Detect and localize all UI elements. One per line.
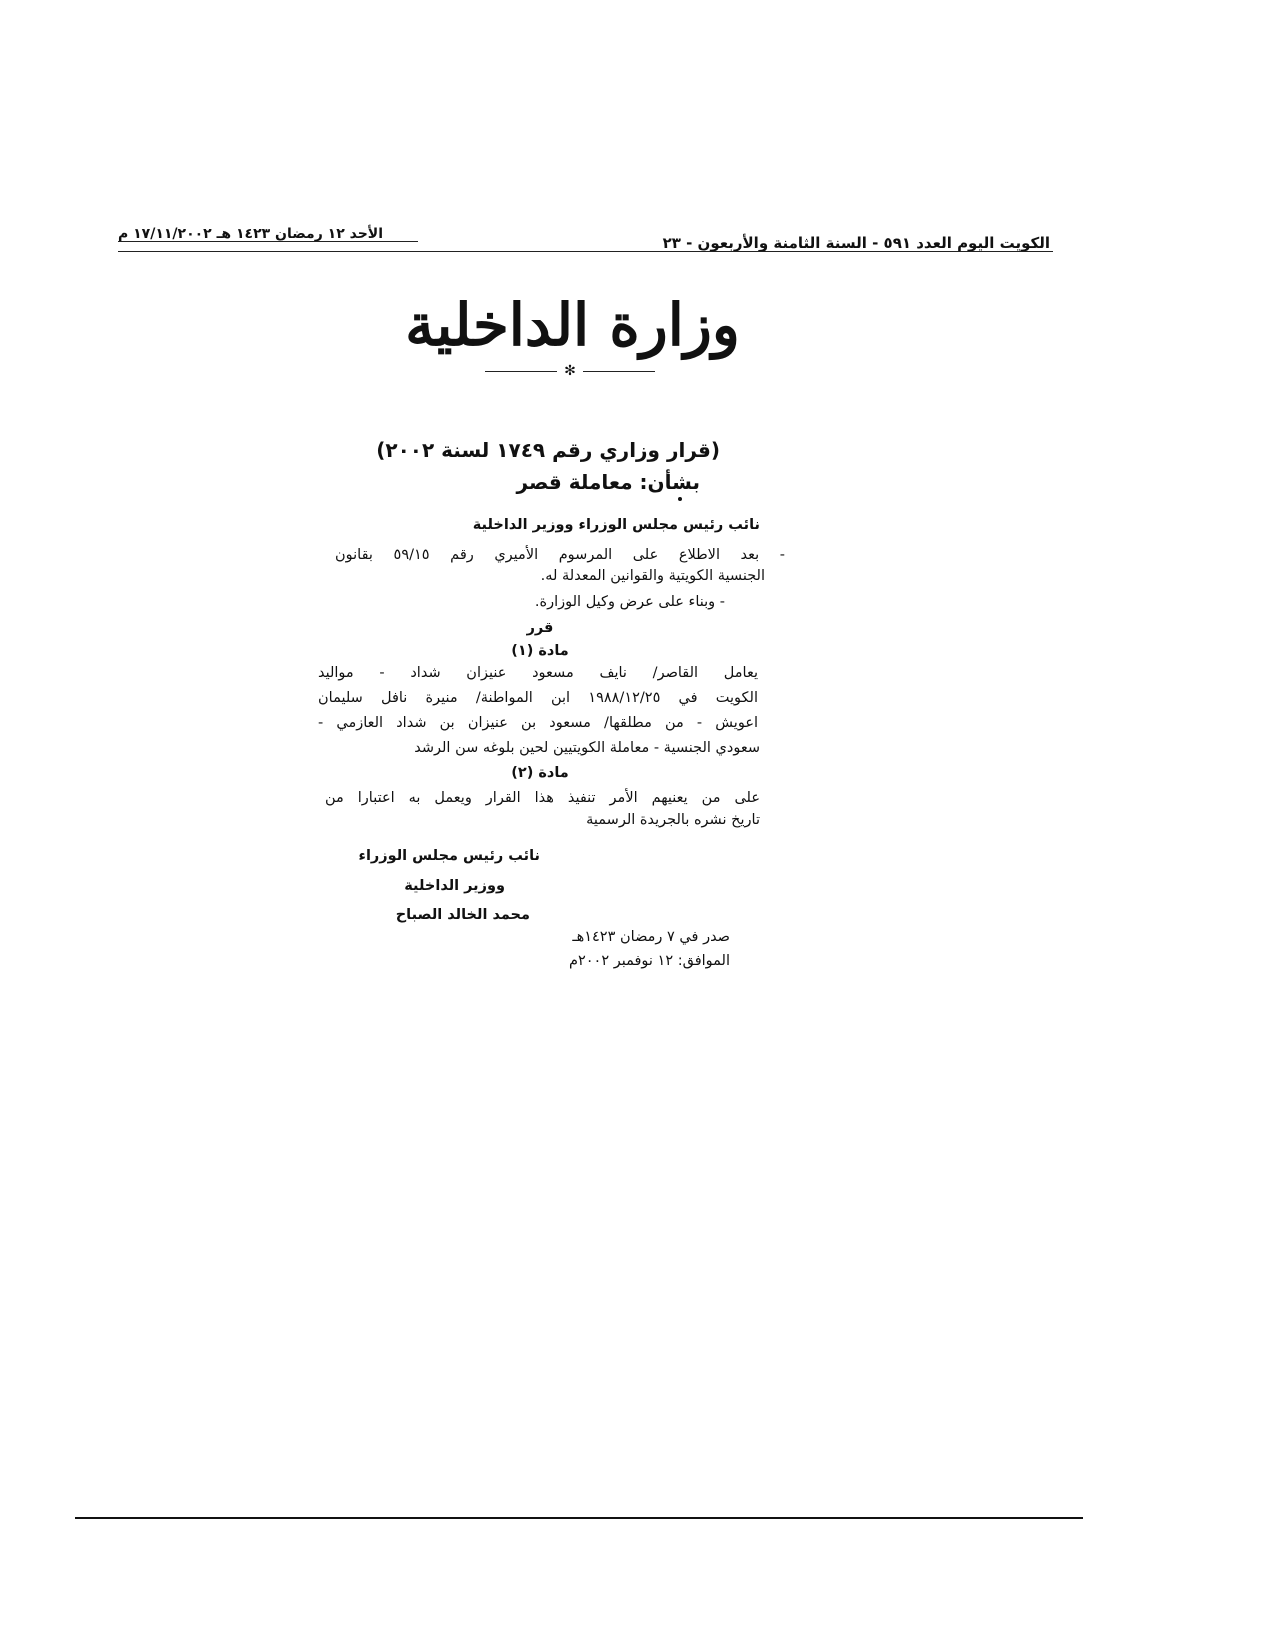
asterisk-icon: ✻ bbox=[564, 363, 576, 379]
article-1-line-1: يعامل القاصر/ نايف مسعود عنيزان شداد - مواليد bbox=[318, 665, 758, 681]
preamble-line-2: الجنسية الكويتية والقوانين المعدلة له. bbox=[540, 568, 765, 584]
preamble-line-3: - وبناء على عرض وكيل الوزارة. bbox=[534, 594, 725, 610]
header-issue: الكويت اليوم العدد ٥٩١ - السنة الثامنة والأربعون - ٢٣ bbox=[662, 234, 1050, 252]
article-1-line-3: اعويش - من مطلقها/ مسعود بن عنيزان بن شداد العازمي - bbox=[318, 715, 758, 731]
signature-title-2: ووزير الداخلية bbox=[404, 878, 505, 894]
dot-mark bbox=[678, 497, 682, 501]
ministry-masthead: وزارة الداخلية bbox=[405, 291, 740, 359]
issued-date-hijri: صدر في ٧ رمضان ١٤٢٣هـ bbox=[572, 929, 730, 945]
article-2-heading: مادة (٢) bbox=[511, 765, 569, 781]
issued-date-gregorian: الموافق: ١٢ نوفمبر ٢٠٠٢م bbox=[568, 953, 730, 969]
article-2-line-1: على من يعنيهم الأمر تنفيذ هذا القرار ويعمل به اعتبارا من bbox=[325, 790, 760, 806]
header-date: الأحد ١٢ رمضان ١٤٢٣ هـ ١٧/١١/٢٠٠٢ م bbox=[118, 226, 384, 242]
preamble-issuer: نائب رئيس مجلس الوزراء ووزير الداخلية bbox=[472, 517, 760, 533]
footer-rule bbox=[75, 1517, 1083, 1519]
ornament-line-left bbox=[485, 371, 557, 372]
ornament-line-right bbox=[583, 371, 655, 372]
decree-word: قرر bbox=[526, 620, 554, 636]
article-1-line-4: سعودي الجنسية - معاملة الكويتيين لحين بلوغه سن الرشد bbox=[414, 740, 760, 756]
masthead-ornament bbox=[485, 365, 655, 379]
article-2-line-2: تاريخ نشره بالجريدة الرسمية bbox=[586, 812, 760, 828]
decision-title: (قرار وزاري رقم ١٧٤٩ لسنة ٢٠٠٢) bbox=[376, 438, 720, 462]
signature-title-1: نائب رئيس مجلس الوزراء bbox=[358, 848, 540, 864]
header-rule bbox=[118, 251, 1053, 252]
preamble-line-1: - بعد الاطلاع على المرسوم الأميري رقم ٥٩/١٥ بقانون bbox=[335, 547, 786, 563]
signature-name: محمد الخالد الصباح bbox=[395, 907, 530, 923]
article-1-line-2: الكويت في ١٩٨٨/١٢/٢٥ ابن المواطنة/ منيرة نافل سليمان bbox=[318, 690, 758, 706]
decision-subject: بشأن: معاملة قصر bbox=[516, 470, 700, 494]
article-1-heading: مادة (١) bbox=[511, 643, 569, 659]
header-date-underline bbox=[118, 241, 418, 242]
